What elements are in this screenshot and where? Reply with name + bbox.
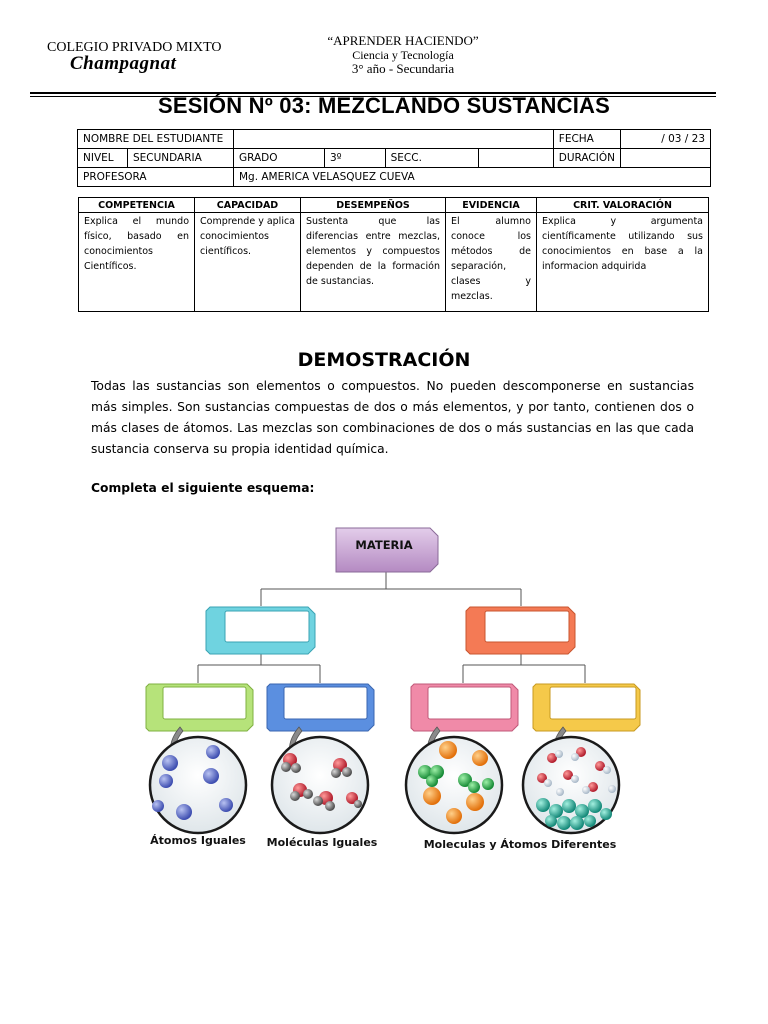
label-same-atoms: Átomos Iguales [150, 834, 246, 847]
section-label: SECC. [385, 149, 479, 168]
date-label: FECHA [553, 130, 620, 149]
box-compounds[interactable] [267, 684, 374, 731]
root-box-materia [336, 528, 438, 572]
circle-same-atoms [150, 737, 246, 833]
box-pure-substances[interactable] [206, 607, 315, 654]
duration-label: DURACIÓN [553, 149, 620, 168]
teacher-value: Mg. AMERICA VELASQUEZ CUEVA [233, 168, 710, 187]
subject: Ciencia y Tecnología [352, 48, 454, 62]
box-heterogeneous[interactable] [533, 684, 640, 731]
session-title: SESIÓN Nº 03: MEZCLANDO SUSTANCIAS [157, 93, 611, 118]
school-subtitle: Champagnat [70, 53, 177, 74]
header-desempenos: DESEMPEÑOS [301, 198, 446, 213]
cell-criterio: Explica y argumenta científicamente utilizando sus conocimientos en base a la informacion adquirida [537, 213, 709, 312]
cell-competencia: Explica el mundo físico, basado en conocimientos Científicos. [79, 213, 195, 312]
circle-mixture-heterogeneous [523, 737, 619, 833]
label-same-molecules: Moléculas Iguales [266, 836, 378, 849]
header-criterio: CRIT. VALORACIÓN [537, 198, 709, 213]
answer-field[interactable] [163, 687, 246, 719]
cell-capacidad: Comprende y aplica conocimientos científicos. [195, 213, 301, 312]
motto: “APRENDER HACIENDO” [327, 33, 479, 48]
grade-value: 3º [324, 149, 385, 168]
header-evidencia: EVIDENCIA [446, 198, 537, 213]
answer-field[interactable] [284, 687, 367, 719]
circle-same-molecules [272, 737, 368, 833]
instruction: Completa el siguiente esquema: [91, 481, 315, 495]
grade-line: 3° año - Secundaria [351, 61, 455, 76]
circle-mixture-homogeneous [406, 737, 502, 833]
answer-field[interactable] [428, 687, 511, 719]
answer-field[interactable] [225, 611, 309, 642]
teacher-label: PROFESORA [78, 168, 234, 187]
date-value[interactable]: / 03 / 23 [620, 130, 710, 149]
cell-desempenos: Sustenta que las diferencias entre mezclas, elementos y compuestos dependen de la formación de sustancias. [301, 213, 446, 312]
school-name: COLEGIO PRIVADO MIXTO [47, 40, 222, 55]
box-mixtures[interactable] [466, 607, 575, 654]
student-label: NOMBRE DEL ESTUDIANTE [78, 130, 234, 149]
label-different: Moleculas y Átomos Diferentes [423, 838, 617, 851]
level-value: SECUNDARIA [127, 149, 233, 168]
grade-label: GRADO [233, 149, 324, 168]
answer-field[interactable] [550, 687, 636, 719]
header-capacidad: CAPACIDAD [195, 198, 301, 213]
answer-field[interactable] [485, 611, 569, 642]
level-label: NIVEL [78, 149, 128, 168]
header-competencia: COMPETENCIA [79, 198, 195, 213]
demo-title: DEMOSTRACIÓN [297, 349, 471, 371]
cell-evidencia: El alumno conoce los métodos de separación, clases y mezclas. [446, 213, 537, 312]
box-elements[interactable] [146, 684, 253, 731]
root-label: MATERIA [355, 538, 413, 552]
box-homogeneous[interactable] [411, 684, 518, 731]
demo-paragraph: Todas las sustancias son elementos o compuestos. No pueden descomponerse en sustancias más simples. Son sustancias compuestas de dos o más elementos, y por tanto, contienen dos o más clases de átomos. Las mezclas son combinaciones de dos o más sustancias en las que cada sustancia conserva su propia identidad química. [91, 379, 694, 456]
